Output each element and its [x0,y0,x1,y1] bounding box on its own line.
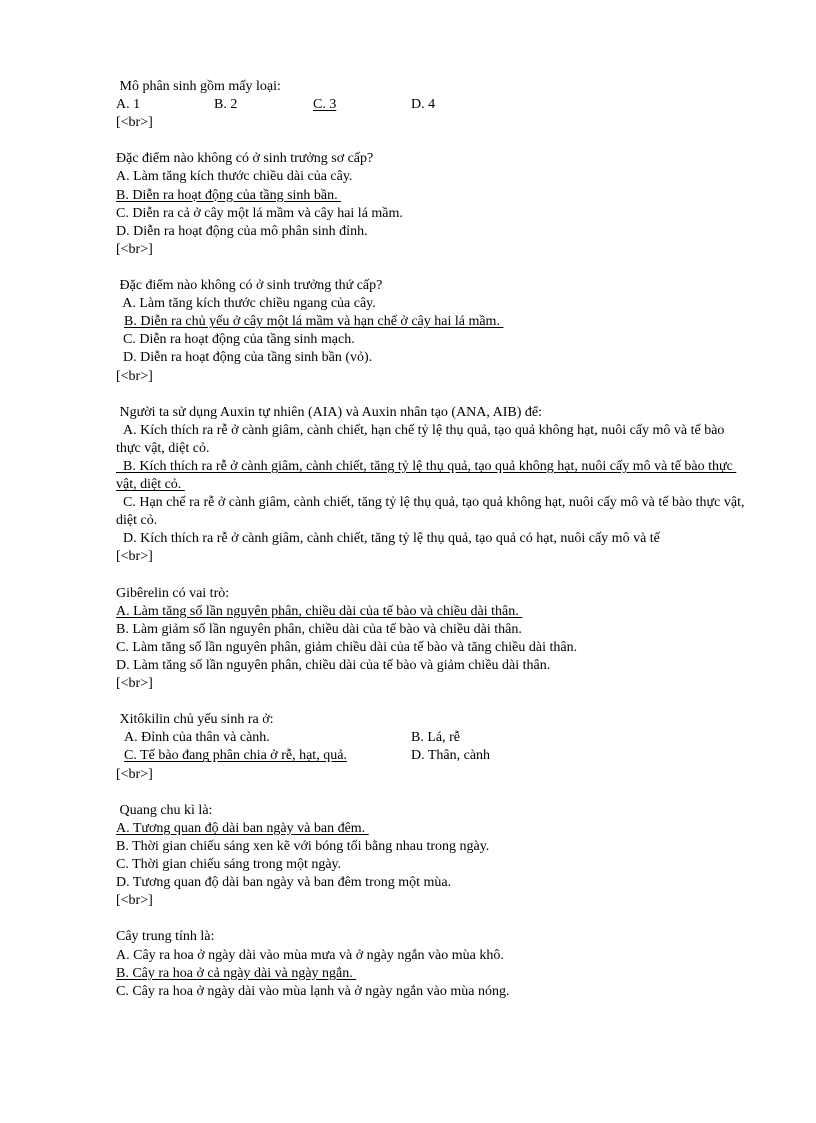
option-d: D. Diễn ra hoạt động của mô phân sinh đỉnh. [116,223,368,239]
option-b: B. 2 [214,97,238,113]
options-row-2 [116,747,756,765]
question-stem: Xitôkilin chủ yếu sinh ra ở: [116,712,274,728]
option-d: D. Thân, cành [411,748,491,764]
option-b-correct: B. Cây ra hoa ở cả ngày dài và ngày ngắn. [116,965,357,981]
option-a: A. 1 [116,97,141,113]
option-d: D. Làm tăng số lần nguyên phân, chiều dài của tế bào và giảm chiều dài thân. [116,658,551,673]
br-separator: [<br>] [116,549,153,565]
br-separator: [<br>] [116,241,153,257]
option-d: D. Diễn ra hoạt động của tầng sinh bần (vỏ). [116,350,373,366]
question-4 [116,404,756,585]
br-separator: [<br>] [116,893,153,909]
br-separator: [<br>] [116,368,153,384]
option-c-correct: C. Tế bào đang phân chia ở rễ, hạt, quả. [124,748,347,764]
question-stem: Người ta sử dụng Auxin tự nhiên (AIA) và Auxin nhân tạo (ANA, AIB) để: [116,404,543,420]
option-d: D. 4 [411,97,436,113]
option-a: A. Kích thích ra rễ ở cành giâm, cành chiết, hạn chế tỷ lệ thụ quả, tạo quả không hạt, nuôi cấy mô và tế bào thực vật, diệt cỏ. [116,422,728,456]
option-a: A. Cây ra hoa ở ngày dài vào mùa mưa và ở ngày ngắn vào mùa khô. [116,947,504,963]
option-b: B. Lá, rễ [411,730,460,746]
br-separator: [<br>] [116,115,153,131]
option-a: A. Làm tăng kích thước chiều ngang của cây. [116,296,376,312]
option-b-correct: B. Diễn ra hoạt động của tầng sinh bần. [116,187,342,203]
question-stem: Đặc điểm nào không có ở sinh trưởng sơ cấp? [116,151,374,167]
br-separator: [<br>] [116,766,153,782]
question-stem: Mô phân sinh gồm mấy loại: [116,79,281,94]
option-c: C. Làm tăng số lần nguyên phân, giảm chiều dài của tế bào và tăng chiều dài thân. [116,639,578,655]
options-row-1 [116,729,756,747]
question-3 [116,277,756,404]
option-c: C. Cây ra hoa ở ngày dài vào mùa lạnh và ở ngày ngắn vào mùa nóng. [116,983,510,999]
options-row [116,96,756,114]
question-stem: Gibêrelin có vai trò: [116,585,230,601]
br-separator: [<br>] [116,676,153,692]
option-a: A. Làm tăng kích thước chiều dài của cây. [116,169,353,185]
document-page [116,78,756,1001]
question-stem: Cây trung tính là: [116,929,215,945]
question-5 [116,585,756,712]
option-d: D. Kích thích ra rễ ở cành giâm, cành chiết, tăng tỷ lệ thụ quả, tạo quả có hạt, nuôi cấy mô và tế [116,531,660,547]
question-8 [116,928,756,1000]
option-c: C. Thời gian chiếu sáng trong một ngày. [116,857,342,873]
option-a-correct: A. Làm tăng số lần nguyên phân, chiều dài của tế bào và chiều dài thân. [116,603,523,619]
option-a: A. Đỉnh của thân và cành. [124,730,270,746]
option-b-correct: B. Kích thích ra rễ ở cành giâm, cành chiết, tăng tỷ lệ thụ quả, tạo quả không hạt, nuôi cấy mô và tế bào thực vật, diệt cỏ. [116,458,737,493]
question-stem: Quang chu kì là: [116,802,213,818]
option-a-correct: A. Tương quan độ dài ban ngày và ban đêm. [116,820,369,836]
question-6 [116,711,756,801]
question-7 [116,802,756,929]
option-b-correct: B. Diễn ra chủ yếu ở cây một lá mầm và hạn chế ở cây hai lá mầm. [124,314,504,330]
option-b: B. Thời gian chiếu sáng xen kẽ với bóng tối bằng nhau trong ngày. [116,838,490,854]
question-1 [116,78,756,150]
option-c-correct: C. 3 [313,97,337,113]
question-stem: Đặc điểm nào không có ở sinh trưởng thứ cấp? [116,278,383,294]
option-b: B. Làm giảm số lần nguyên phân, chiều dài của tế bào và chiều dài thân. [116,621,522,637]
option-c: C. Diễn ra hoạt động của tầng sinh mạch. [116,332,355,348]
option-d: D. Tương quan độ dài ban ngày và ban đêm trong một mùa. [116,875,452,891]
option-c: C. Hạn chế ra rễ ở cành giâm, cành chiết, tăng tỷ lệ thụ quả, tạo quả không hạt, nuôi cấy mô và tế bào thực vật, diệt cỏ. [116,495,748,529]
question-2 [116,150,756,277]
option-c: C. Diễn ra cả ở cây một lá mầm và cây hai lá mầm. [116,205,403,221]
